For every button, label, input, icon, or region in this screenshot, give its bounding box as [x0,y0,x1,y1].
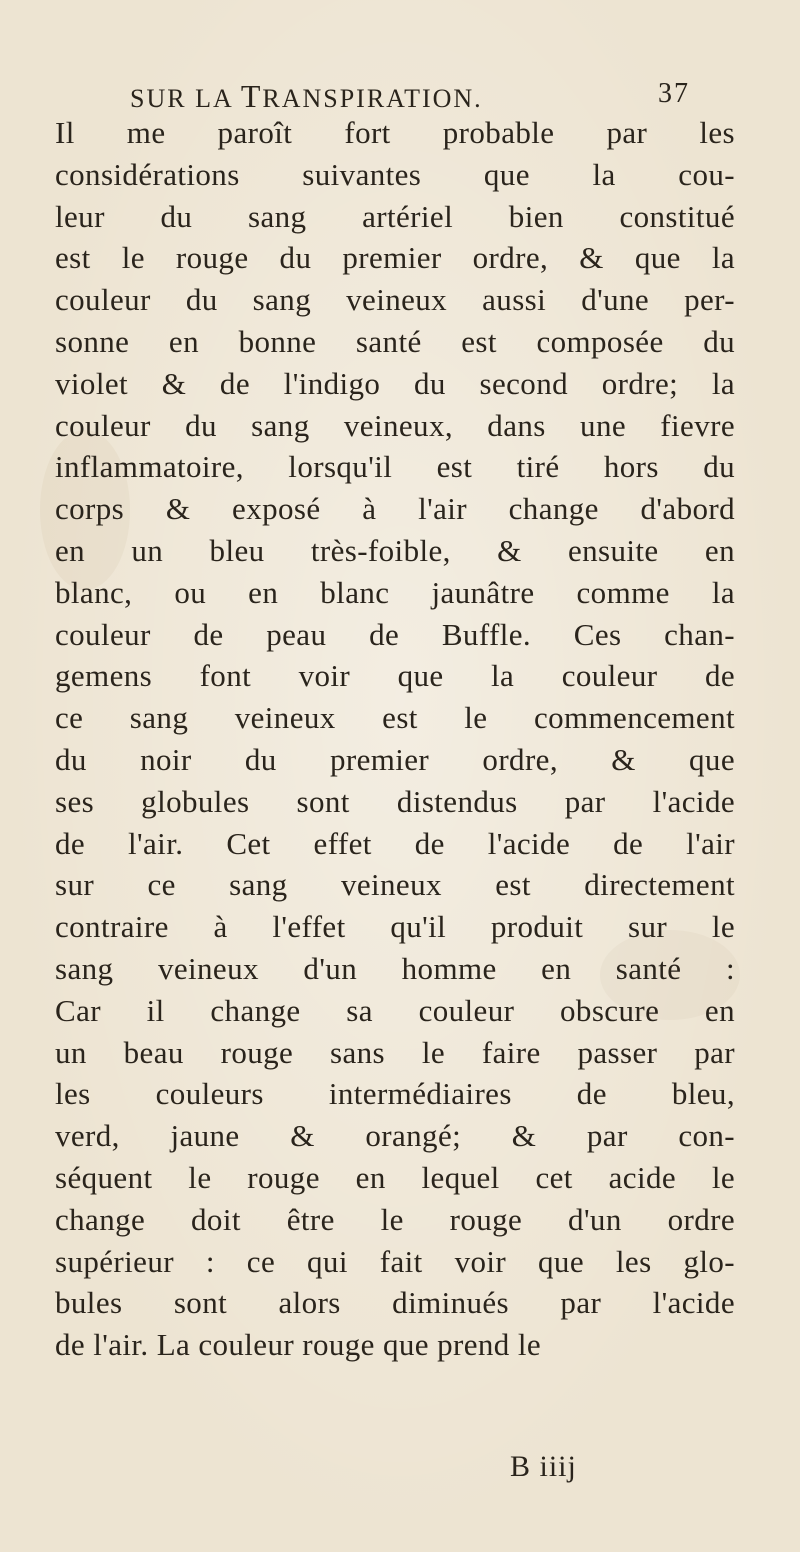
text-line: en un bleu très-foible, & ensuite en [55,532,735,568]
text-line: ce sang veineux est le commencement [55,700,735,736]
text-line: Il me paroît fort probable par les [55,115,735,150]
text-line: supérieur : ce qui fait voir que les glo- [55,1243,735,1279]
text-line: change doit être le rouge d'un ordre [55,1201,735,1237]
text-line: violet & de l'indigo du second ordre; la [55,365,735,401]
text-line: corps & exposé à l'air change d'abord [55,491,735,527]
signature-mark: B iiij [510,1450,577,1483]
text-line: considérations suivantes que la cou- [55,156,735,192]
text-line: ses globules sont distendus par l'acide [55,783,735,819]
running-title-part: T [240,78,263,114]
text-line: couleur du sang veineux, dans une fievre [55,407,735,443]
page-number: 37 [658,78,690,109]
text-line: de l'air. La couleur rouge que prend le [55,1327,541,1363]
text-line: verd, jaune & orangé; & par con- [55,1118,735,1154]
body-text [55,112,735,1366]
text-line: est le rouge du premier ordre, & que la [55,240,735,276]
running-title [130,78,483,115]
text-line: sang veineux d'un homme en santé : [55,950,735,986]
text-line: les couleurs intermédiaires de bleu, [55,1076,735,1112]
text-line: contraire à l'effet qu'il produit sur le [55,909,735,945]
text-line: du noir du premier ordre, & que [55,741,735,777]
running-title-part: SUR LA [130,84,241,113]
text-line: un beau rouge sans le faire passer par [55,1034,735,1070]
text-line: de l'air. Cet effet de l'acide de l'air [55,825,735,861]
text-line: sonne en bonne santé est composée du [55,323,735,359]
text-line: blanc, ou en blanc jaunâtre comme la [55,574,735,610]
running-title-part: RANSPIRATION. [262,84,483,113]
text-line: bules sont alors diminués par l'acide [55,1285,735,1321]
text-line: leur du sang artériel bien constitué [55,198,735,234]
text-line: sur ce sang veineux est directement [55,867,735,903]
text-line: couleur du sang veineux aussi d'une per- [55,282,735,318]
text-line: gemens font voir que la couleur de [55,658,735,694]
text-line: Car il change sa couleur obscure en [55,992,735,1028]
text-line: séquent le rouge en lequel cet acide le [55,1159,735,1195]
text-line: couleur de peau de Buffle. Ces chan- [55,616,735,652]
text-line: inflammatoire, lorsqu'il est tiré hors du [55,449,735,485]
